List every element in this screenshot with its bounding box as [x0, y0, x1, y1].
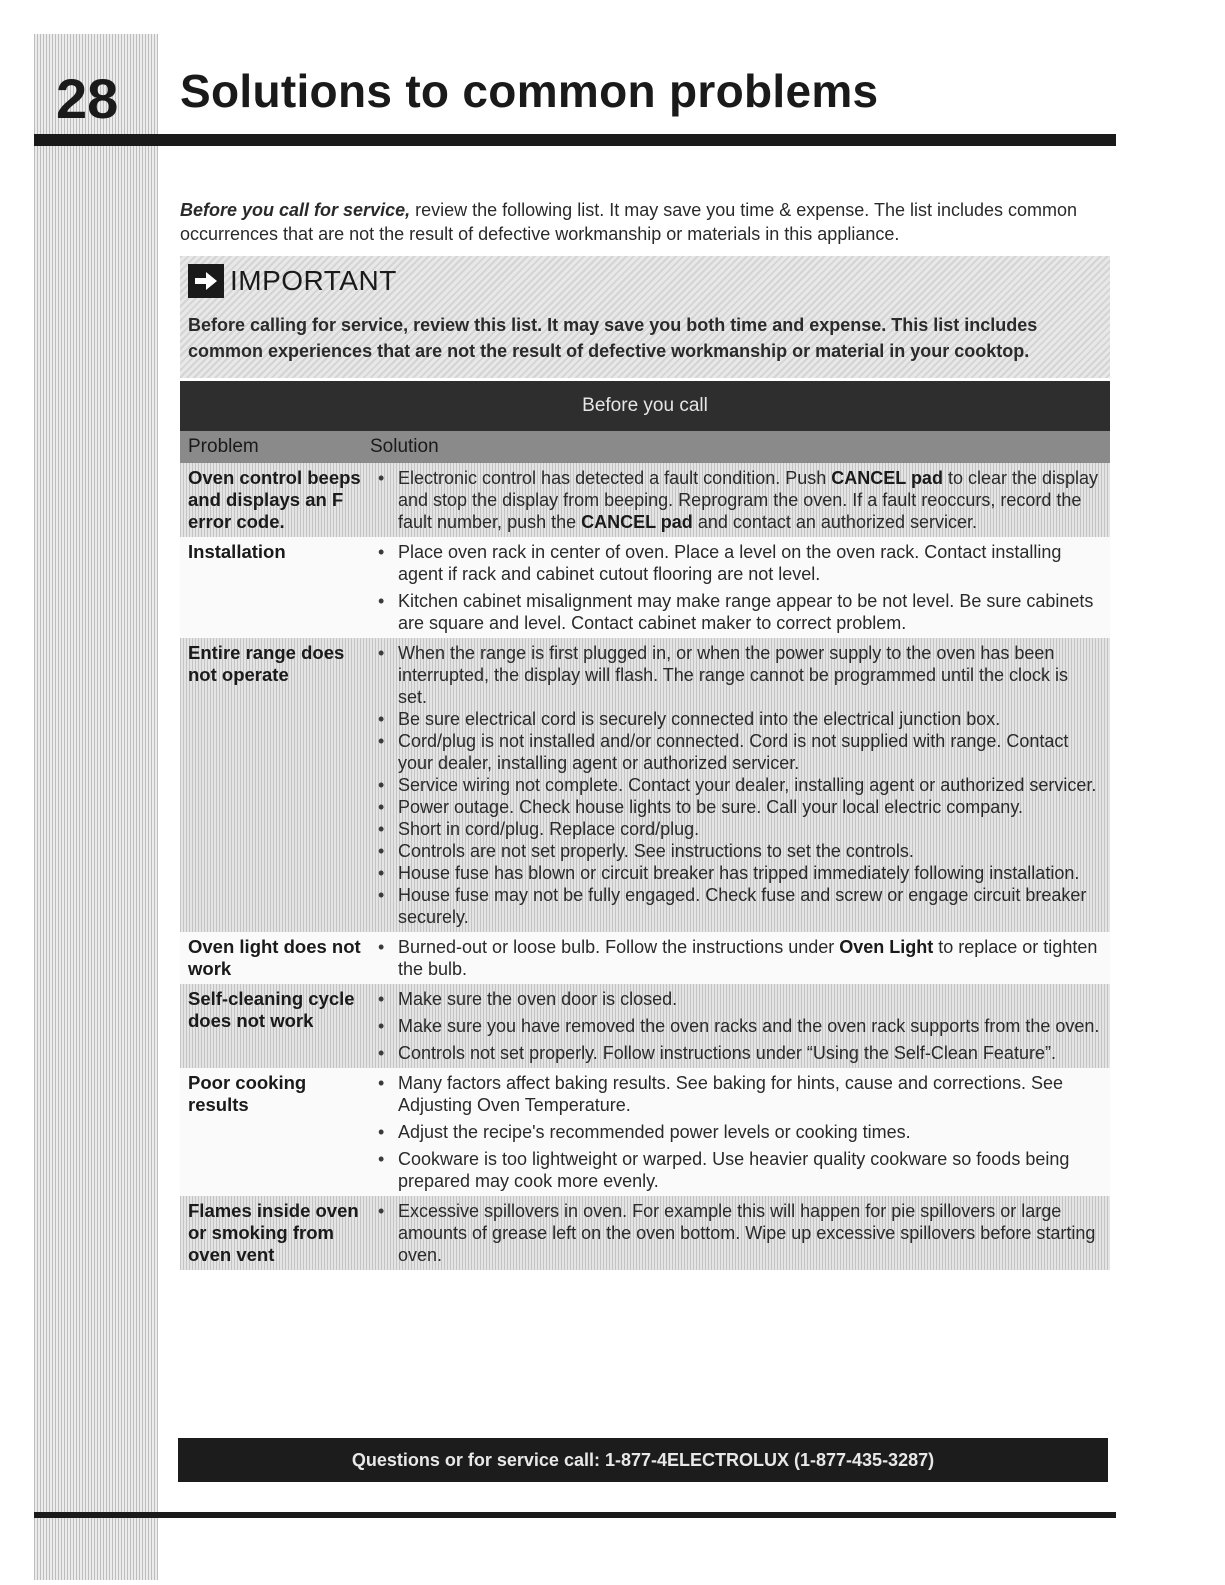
solution-text: House fuse has blown or circuit breaker has tripped immediately following installation. [398, 863, 1080, 883]
solution-text: Make sure the oven door is closed. [398, 989, 678, 1009]
page-number: 28 [56, 67, 119, 130]
solution-list [370, 1200, 1100, 1266]
solution-text: Power outage. Check house lights to be sure. Call your local electric company. [398, 797, 1023, 817]
important-header [188, 264, 397, 298]
table-row [180, 932, 1110, 984]
bold-term: CANCEL pad [831, 468, 943, 488]
problem-cell: Flames inside oven or smoking from oven vent [188, 1200, 359, 1265]
solution-cell [370, 932, 1110, 984]
solution-item [370, 818, 1100, 840]
problem-cell: Installation [188, 541, 286, 562]
solution-list [370, 642, 1100, 928]
table-row [180, 984, 1110, 1068]
solution-list [370, 988, 1100, 1064]
solution-item [370, 1121, 1100, 1143]
solution-text: Be sure electrical cord is securely connected into the electrical junction box. [398, 709, 1001, 729]
problem-cell: Oven light does not work [188, 936, 361, 979]
solution-item [370, 840, 1100, 862]
solution-item [370, 467, 1100, 533]
solution-cell [370, 984, 1110, 1068]
solution-text: House fuse may not be fully engaged. Check fuse and screw or engage circuit breaker securely. [398, 885, 1087, 927]
solution-item [370, 1072, 1100, 1116]
table-header-row [180, 431, 1110, 463]
solution-text: and contact an authorized servicer. [692, 512, 977, 532]
page-title: Solutions to common problems [180, 65, 879, 117]
solution-item [370, 862, 1100, 884]
intro-text: review the following list. It may save you time & expense. The list includes common occurrences that are not the result of defective workmanship or materials in this appliance. [180, 200, 1078, 244]
solution-text: Many factors affect baking results. See baking for hints, cause and corrections. See Adjusting Oven Temperature. [398, 1073, 1064, 1115]
solution-list [370, 936, 1100, 980]
important-title: IMPORTANT [230, 265, 397, 296]
solution-text: Controls are not set properly. See instructions to set the controls. [398, 841, 914, 861]
solution-item [370, 884, 1100, 928]
top-rule [34, 134, 1116, 146]
solution-cell [370, 537, 1110, 638]
solution-list [370, 467, 1100, 533]
problem-cell: Oven control beeps and displays an F error code. [188, 467, 361, 532]
solution-text: Burned-out or loose bulb. Follow the instructions under [398, 937, 840, 957]
problem-cell: Poor cooking results [188, 1072, 307, 1115]
problem-cell: Entire range does not operate [188, 642, 345, 685]
table-row [180, 537, 1110, 638]
intro-lead: Before you call for service, [180, 200, 411, 220]
solution-item [370, 1042, 1100, 1064]
solution-text: Place oven rack in center of oven. Place a level on the oven rack. Contact installing agent if rack and cabinet cutout flooring are not level. [398, 542, 1062, 584]
solution-list [370, 541, 1100, 634]
solution-item [370, 796, 1100, 818]
solution-text: Cookware is too lightweight or warped. Use heavier quality cookware so foods being prepared may cook more evenly. [398, 1149, 1070, 1191]
table-row [180, 1068, 1110, 1196]
solution-text: When the range is first plugged in, or when the power supply to the oven has been interrupted, the display will flash. The range cannot be programmed until the clock is set. [398, 643, 1069, 707]
table-row [180, 638, 1110, 932]
solution-cell [370, 463, 1110, 537]
arrow-right-icon [188, 264, 224, 298]
solution-item [370, 1015, 1100, 1037]
solution-item [370, 541, 1100, 585]
solution-item [370, 936, 1100, 980]
column-header-problem: Problem [188, 436, 259, 457]
table-body [180, 463, 1110, 1270]
solution-text: Controls not set properly. Follow instructions under “Using the Self-Clean Feature”. [398, 1043, 1056, 1063]
solution-item [370, 642, 1100, 708]
solution-item [370, 708, 1100, 730]
bottom-rule [34, 1512, 1116, 1518]
column-header-solution: Solution [370, 436, 439, 457]
solution-item [370, 1200, 1100, 1266]
solution-cell [370, 1068, 1110, 1196]
solution-item [370, 774, 1100, 796]
solution-text: Kitchen cabinet misalignment may make range appear to be not level. Be sure cabinets are square and level. Contact cabinet maker to correct problem. [398, 591, 1094, 633]
solution-item [370, 590, 1100, 634]
solution-text: to clear the display and stop the display from beeping. Reprogram the oven. If a fault reoccurs, record the fault number, push the [398, 468, 1099, 532]
solution-list [370, 1072, 1100, 1192]
intro-paragraph [180, 198, 1110, 246]
important-text: Before calling for service, review this list. It may save you both time and expense. This list includes common experiences that are not the result of defective workmanship or material in your cooktop. [188, 315, 1038, 361]
bold-term: CANCEL pad [581, 512, 693, 532]
solution-text: Make sure you have removed the oven racks and the oven rack supports from the oven. [398, 1016, 1100, 1036]
before-you-call-table [180, 381, 1110, 1270]
solution-text: to replace or tighten the bulb. [398, 937, 1098, 979]
problem-cell: Self-cleaning cycle does not work [188, 988, 355, 1031]
solution-item [370, 1148, 1100, 1192]
table-banner: Before you call [180, 381, 1110, 431]
solution-text: Short in cord/plug. Replace cord/plug. [398, 819, 700, 839]
important-box [180, 256, 1110, 378]
solution-text: Cord/plug is not installed and/or connected. Cord is not supplied with range. Contact your dealer, installing agent or authorized servicer. [398, 731, 1069, 773]
solution-text: Excessive spillovers in oven. For example this will happen for pie spillovers or large amounts of grease left on the oven bottom. Wipe up excessive spillovers before starting oven. [398, 1201, 1096, 1265]
table-row [180, 463, 1110, 537]
solution-cell [370, 1196, 1110, 1270]
solution-item [370, 988, 1100, 1010]
bold-term: Oven Light [839, 937, 934, 957]
side-strip [34, 34, 158, 1580]
table-row [180, 1196, 1110, 1270]
solution-cell [370, 638, 1110, 932]
solution-item [370, 730, 1100, 774]
solution-text: Service wiring not complete. Contact your dealer, installing agent or authorized servicer. [398, 775, 1097, 795]
solution-text: Adjust the recipe's recommended power levels or cooking times. [398, 1122, 911, 1142]
solution-text: Electronic control has detected a fault condition. Push [398, 468, 832, 488]
service-phone-bar: Questions or for service call: 1-877-4ELECTROLUX (1-877-435-3287) [178, 1438, 1108, 1482]
